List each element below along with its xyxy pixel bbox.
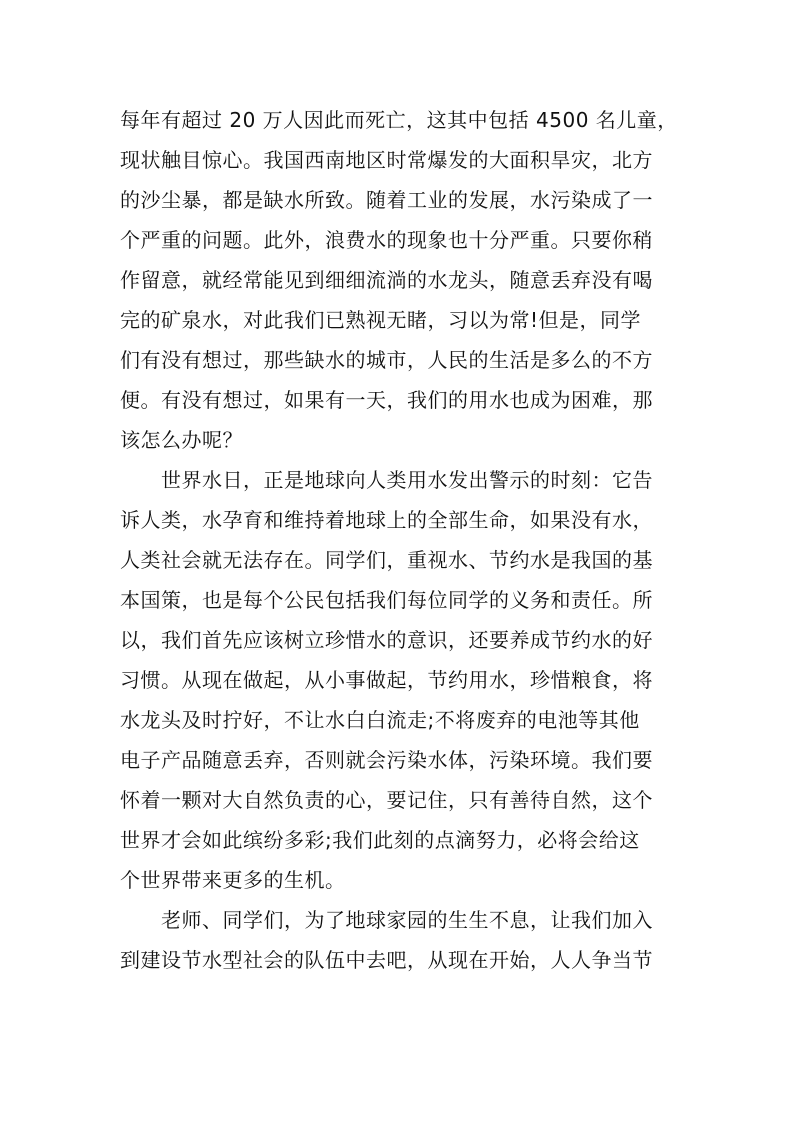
text-line: 到建设节水型社会的队伍中去吧，从现在开始，人人争当节 — [120, 948, 653, 972]
text-line: 人类社会就无法存在。同学们，重视水、节约水是我国的基 — [120, 548, 653, 572]
text-line: 便。有没有想过，如果有一天，我们的用水也成为困难，那 — [120, 388, 653, 412]
text-line: 老师、同学们，为了地球家园的生生不息，让我们加入 — [120, 908, 653, 932]
text-line: 本国策，也是每个公民包括我们每位同学的义务和责任。所 — [120, 588, 653, 612]
text-line: 的沙尘暴，都是缺水所致。随着工业的发展，水污染成了一 — [120, 188, 653, 212]
text-line: 世界才会如此缤纷多彩;我们此刻的点滴努力，必将会给这 — [120, 828, 640, 852]
text-line: 每年有超过 20 万人因此而死亡，这其中包括 4500 名儿童， — [120, 108, 678, 132]
text-line: 作留意，就经常能见到细细流淌的水龙头，随意丢弃没有喝 — [120, 268, 653, 292]
text-line: 电子产品随意丢弃，否则就会污染水体，污染环境。我们要 — [120, 748, 653, 772]
text-line: 水龙头及时拧好，不让水白白流走;不将废弃的电池等其他 — [120, 708, 640, 732]
text-line: 个严重的问题。此外，浪费水的现象也十分严重。只要你稍 — [120, 228, 653, 252]
text-line: 该怎么办呢？ — [120, 428, 243, 452]
text-line: 诉人类，水孕育和维持着地球上的全部生命，如果没有水， — [120, 508, 653, 532]
text-line: 世界水日，正是地球向人类用水发出警示的时刻：它告 — [120, 468, 653, 492]
text-line: 完的矿泉水，对此我们已熟视无睹，习以为常!但是，同学 — [120, 308, 642, 332]
body-text — [120, 100, 685, 980]
text-line: 个世界带来更多的生机。 — [120, 868, 346, 892]
text-line: 怀着一颗对大自然负责的心，要记住，只有善待自然，这个 — [120, 788, 653, 812]
text-line: 们有没有想过，那些缺水的城市，人民的生活是多么的不方 — [120, 348, 653, 372]
text-line: 现状触目惊心。我国西南地区时常爆发的大面积旱灾，北方 — [120, 148, 653, 172]
text-line: 习惯。从现在做起，从小事做起，节约用水，珍惜粮食，将 — [120, 668, 653, 692]
text-line: 以，我们首先应该树立珍惜水的意识，还要养成节约水的好 — [120, 628, 653, 652]
